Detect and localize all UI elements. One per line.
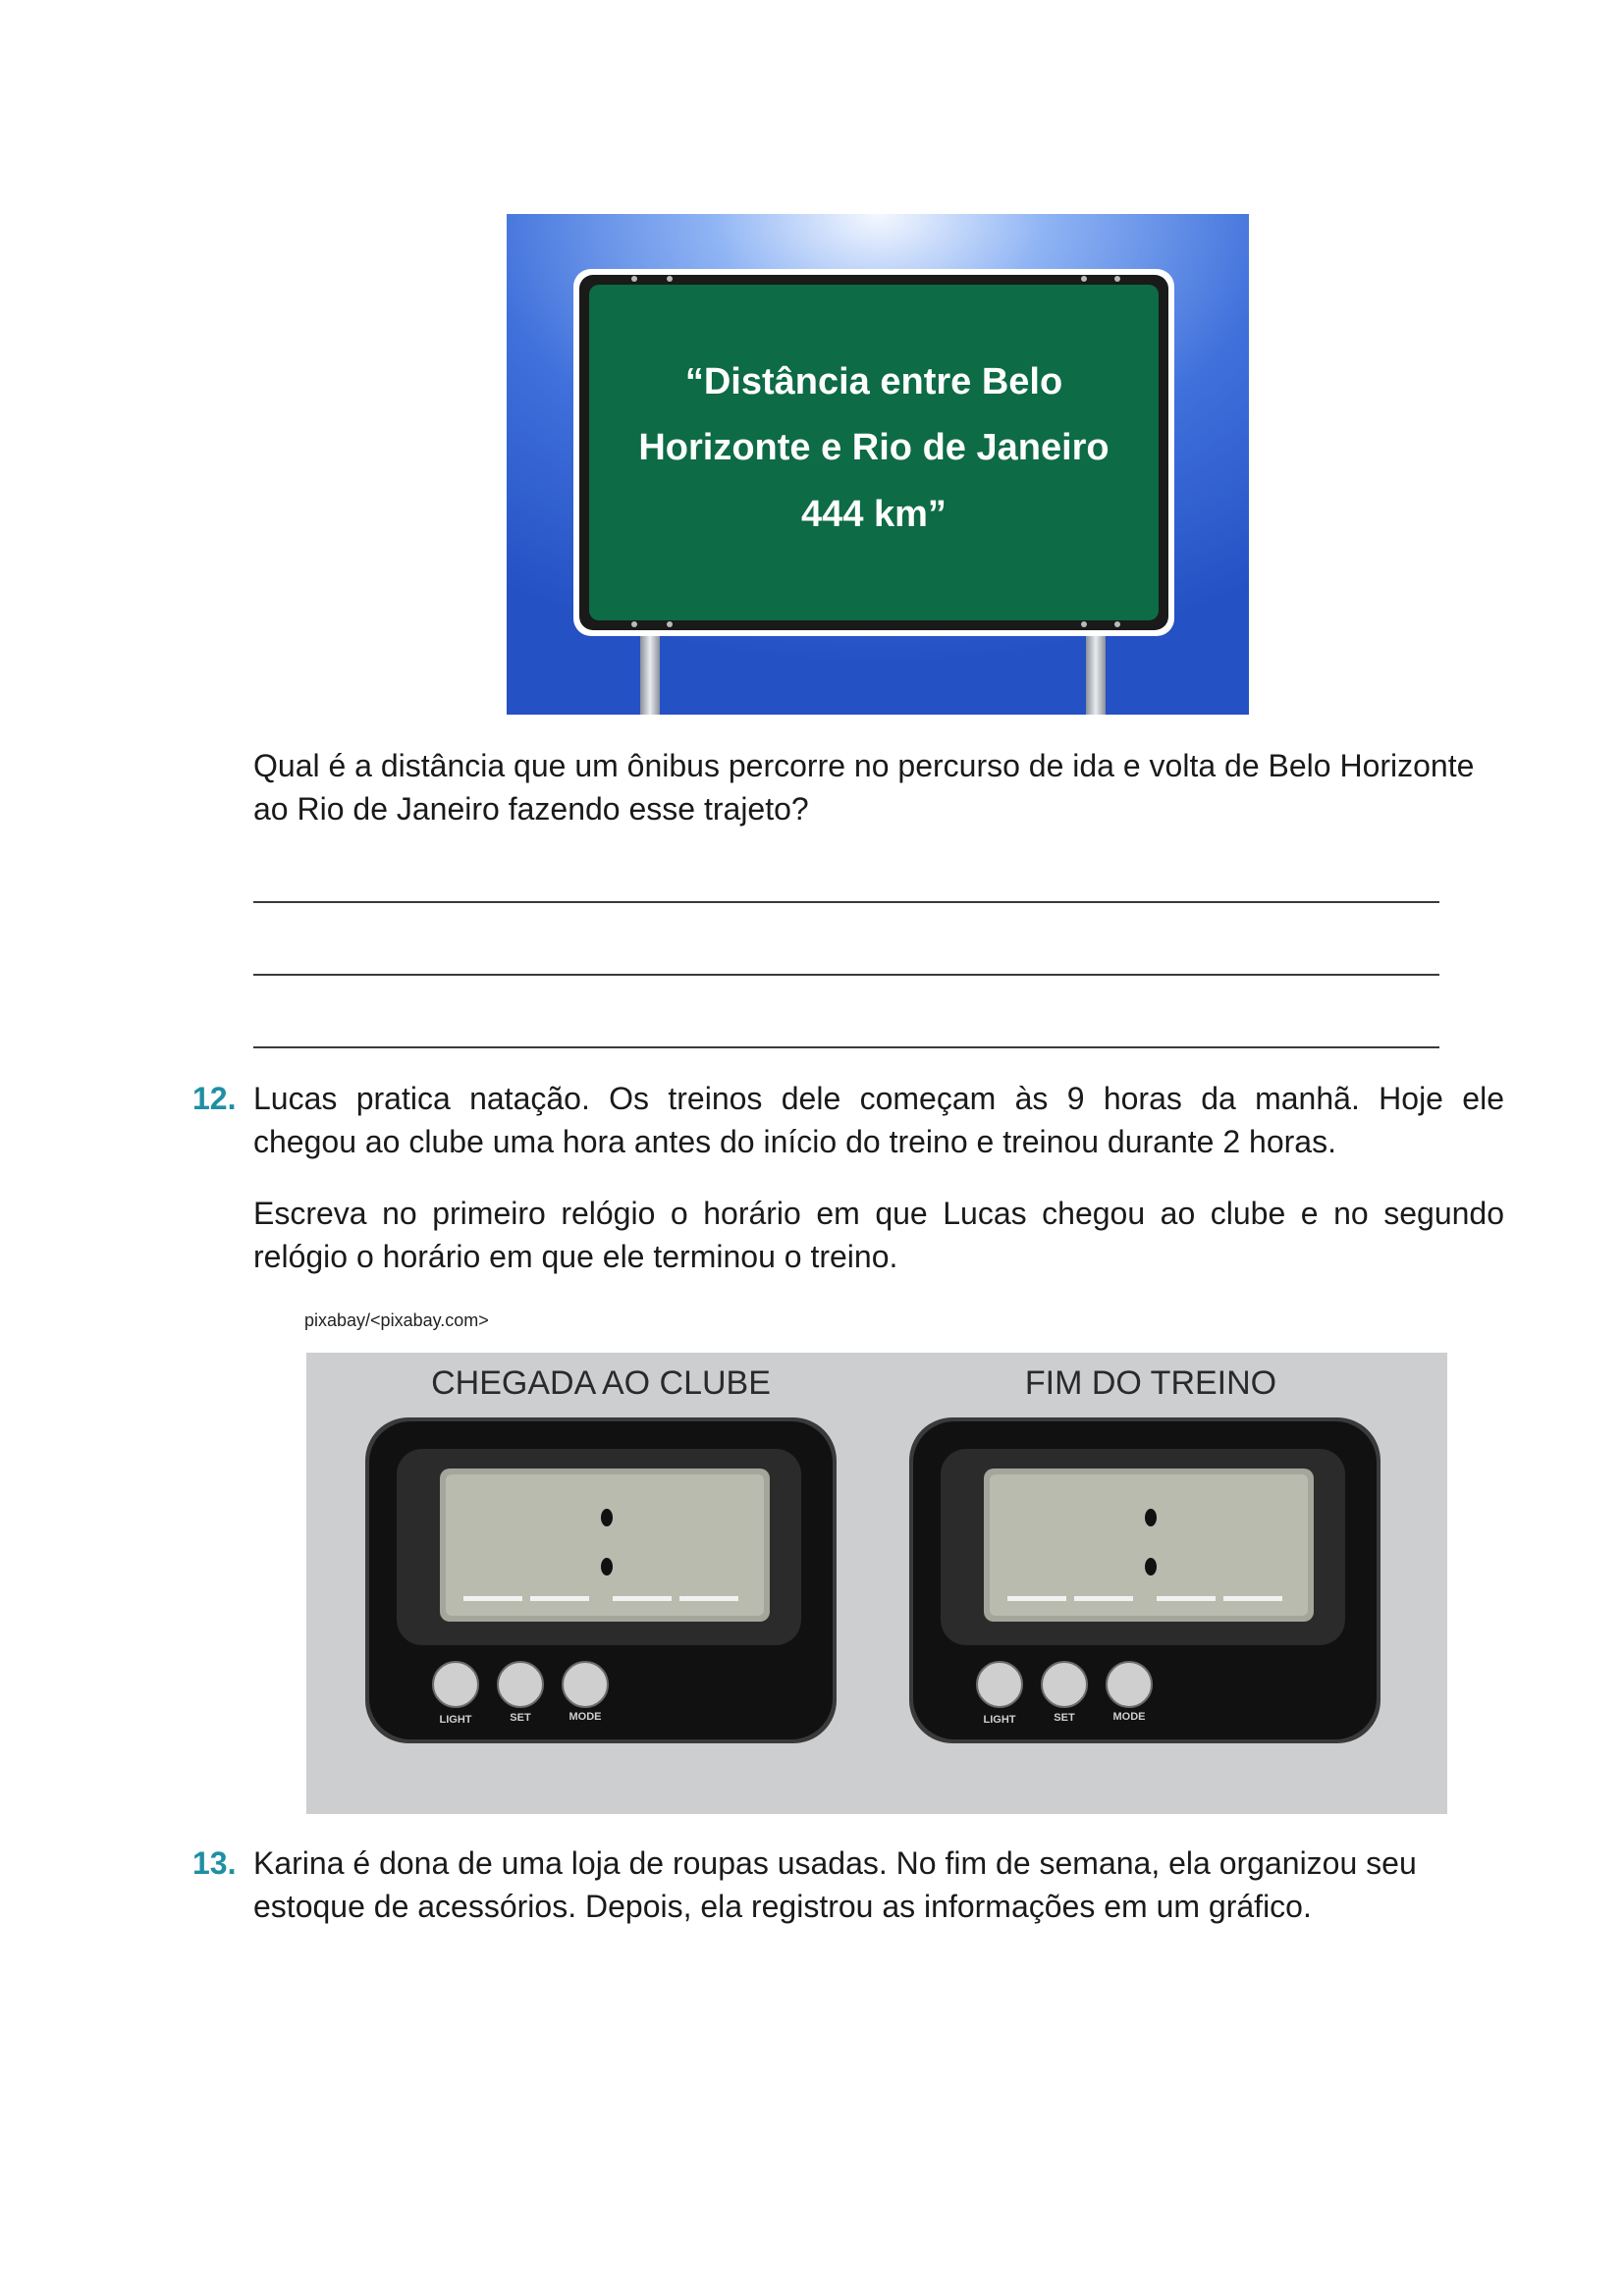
clock-1-digit-slot-3[interactable]	[613, 1596, 672, 1601]
mode-label-2: MODE	[1112, 1711, 1146, 1723]
clock-1-title: CHEGADA AO CLUBE	[431, 1364, 771, 1402]
question-12-paragraph-1	[253, 1077, 1504, 1163]
question-11-line-1: Qual é a distância que um ônibus percorre no percurso de ida e volta de Belo Horizonte	[253, 748, 1475, 783]
question-12-p1-line-2: chegou ao clube uma hora antes do início do treino e treinou durante 2 horas.	[253, 1124, 1336, 1159]
question-12-number: 12.	[192, 1081, 237, 1116]
clock-2-title: FIM DO TREINO	[1024, 1364, 1277, 1402]
mode-label-1: MODE	[568, 1711, 602, 1723]
question-12-p2-line-2: relógio o horário em que ele terminou o treino.	[253, 1239, 898, 1274]
clock-1-digit-slot-4[interactable]	[679, 1596, 738, 1601]
question-12-p2-line-1: Escreva no primeiro relógio o horário em que Lucas chegou ao clube e no segundo	[253, 1196, 1504, 1231]
mode-button-2[interactable]	[1107, 1662, 1152, 1707]
clock-2-digit-slot-3[interactable]	[1157, 1596, 1216, 1601]
sign-line-2: Horizonte e Rio de Janeiro	[638, 427, 1110, 468]
light-button-1[interactable]	[433, 1662, 478, 1707]
light-button-2[interactable]	[977, 1662, 1022, 1707]
clock-1-digit-slot-1[interactable]	[463, 1596, 522, 1601]
question-13-number: 13.	[192, 1845, 237, 1881]
light-label-1: LIGHT	[439, 1714, 472, 1726]
road-sign-image	[507, 214, 1249, 715]
question-13-line-2: estoque de acessórios. Depois, ela registrou as informações em um gráfico.	[253, 1889, 1312, 1924]
set-button-1[interactable]	[498, 1662, 543, 1707]
clock-arrival	[365, 1364, 837, 1743]
image-credit: pixabay/<pixabay.com>	[304, 1310, 489, 1330]
sign-line-1: “Distância entre Belo	[684, 361, 1063, 402]
sign-line-3: 444 km”	[801, 494, 947, 535]
mode-button-1[interactable]	[563, 1662, 608, 1707]
question-11-text	[253, 744, 1504, 830]
set-label-1: SET	[510, 1712, 531, 1724]
clock-2-digit-slot-2[interactable]	[1074, 1596, 1133, 1601]
question-13-text	[253, 1842, 1504, 1928]
set-label-2: SET	[1054, 1712, 1075, 1724]
question-12-paragraph-2	[253, 1192, 1504, 1278]
question-13-line-1: Karina é dona de uma loja de roupas usadas. No fim de semana, ela organizou seu	[253, 1845, 1417, 1881]
answer-line-3[interactable]	[253, 1046, 1439, 1048]
answer-line-2[interactable]	[253, 974, 1439, 976]
clock-2-digit-slot-1[interactable]	[1007, 1596, 1066, 1601]
clock-end	[909, 1364, 1380, 1743]
clocks-image	[306, 1353, 1447, 1814]
clock-2-digit-slot-4[interactable]	[1223, 1596, 1282, 1601]
set-button-2[interactable]	[1042, 1662, 1087, 1707]
answer-line-1[interactable]	[253, 901, 1439, 903]
light-label-2: LIGHT	[983, 1714, 1016, 1726]
clock-1-digit-slot-2[interactable]	[530, 1596, 589, 1601]
question-12-p1-line-1: Lucas pratica natação. Os treinos dele começam às 9 horas da manhã. Hoje ele	[253, 1081, 1504, 1116]
question-11-line-2: ao Rio de Janeiro fazendo esse trajeto?	[253, 791, 809, 827]
